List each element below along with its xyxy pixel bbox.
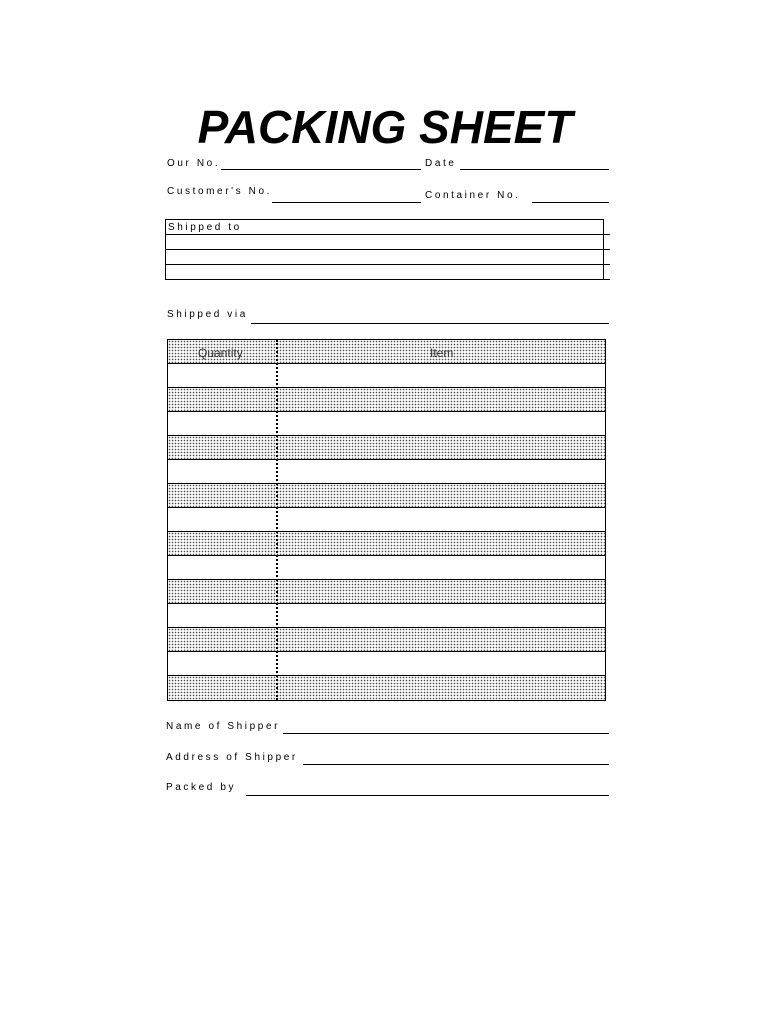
our-no-label: Our No. bbox=[167, 158, 221, 169]
items-table bbox=[167, 339, 606, 701]
shipped-to-line-3[interactable] bbox=[165, 264, 610, 265]
item-header: Item bbox=[430, 346, 454, 360]
page-title: PACKING SHEET bbox=[197, 101, 573, 153]
packed-by-label: Packed by bbox=[166, 782, 237, 793]
table-row[interactable] bbox=[168, 676, 605, 700]
table-row[interactable] bbox=[168, 364, 605, 388]
name-of-shipper-label: Name of Shipper bbox=[166, 721, 281, 732]
column-divider bbox=[276, 340, 278, 700]
shipped-via-field[interactable] bbox=[251, 323, 609, 324]
date-label: Date bbox=[425, 158, 457, 169]
shipped-to-line-2[interactable] bbox=[165, 249, 610, 250]
table-row[interactable] bbox=[168, 580, 605, 604]
table-row[interactable] bbox=[168, 484, 605, 508]
table-row[interactable] bbox=[168, 412, 605, 436]
container-no-label: Container No. bbox=[425, 190, 521, 201]
table-header-row bbox=[168, 340, 605, 364]
address-of-shipper-field[interactable] bbox=[303, 764, 609, 765]
container-no-field[interactable] bbox=[532, 202, 609, 203]
shipped-via-label: Shipped via bbox=[167, 309, 248, 320]
table-row[interactable] bbox=[168, 460, 605, 484]
shipped-to-label: Shipped to bbox=[168, 222, 242, 233]
address-of-shipper-label: Address of Shipper bbox=[166, 752, 298, 763]
packed-by-field[interactable] bbox=[246, 795, 609, 796]
table-row[interactable] bbox=[168, 604, 605, 628]
date-field[interactable] bbox=[460, 169, 609, 170]
customers-no-field[interactable] bbox=[272, 202, 421, 203]
name-of-shipper-field[interactable] bbox=[283, 733, 609, 734]
table-row[interactable] bbox=[168, 532, 605, 556]
customers-no-label: Customer's No. bbox=[167, 186, 272, 197]
table-row[interactable] bbox=[168, 436, 605, 460]
quantity-header: Quantity bbox=[198, 346, 243, 360]
table-row[interactable] bbox=[168, 508, 605, 532]
table-row[interactable] bbox=[168, 556, 605, 580]
our-no-field[interactable] bbox=[221, 169, 421, 170]
table-row[interactable] bbox=[168, 652, 605, 676]
shipped-to-line-1[interactable] bbox=[165, 234, 610, 235]
shipped-to-line-4[interactable] bbox=[165, 279, 610, 280]
table-row[interactable] bbox=[168, 388, 605, 412]
table-row[interactable] bbox=[168, 628, 605, 652]
